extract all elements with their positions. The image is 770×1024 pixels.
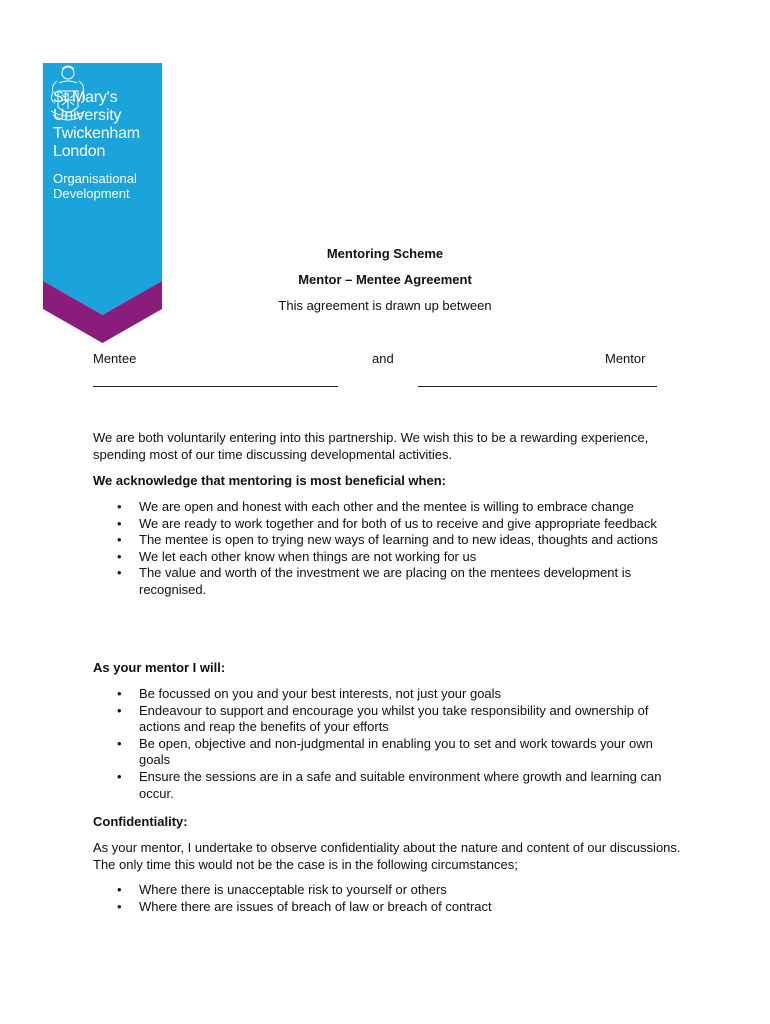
beneficial-list (93, 499, 683, 599)
list-item-text: Where there are issues of breach of law or breach of contract (139, 898, 492, 914)
university-name-line-1: St Mary's (53, 89, 118, 106)
list-item-text: We let each other know when things are not working for us (139, 548, 477, 564)
confidentiality-paragraph: As your mentor, I undertake to observe confidentiality about the nature and content of our discussions. The only time this would not be the case is in the following circumstances; (93, 840, 681, 872)
list-item (93, 882, 683, 899)
confidentiality-heading: Confidentiality: (93, 814, 188, 829)
list-item (93, 549, 683, 566)
list-item-text: Ensure the sessions are in a safe and suitable environment where growth and learning can occur. (139, 768, 662, 801)
bullet: • (117, 515, 122, 531)
mentor-commitments-list (93, 686, 683, 802)
department-name-line-2: Development (53, 186, 130, 201)
list-item-text: Where there is unacceptable risk to yourself or others (139, 882, 447, 897)
and-label: and (372, 351, 394, 366)
beneficial-heading: We acknowledge that mentoring is most beneficial when: (93, 473, 446, 488)
university-name-line-2: University (53, 107, 122, 124)
list-item (93, 532, 683, 549)
list-item-text: We are ready to work together and for both of us to receive and give appropriate feedback (139, 515, 657, 531)
list-item (93, 516, 683, 533)
mentee-label: Mentee (93, 351, 137, 366)
list-item (93, 736, 683, 769)
agreement-intro: This agreement is drawn up between (278, 298, 492, 313)
list-item (93, 703, 683, 736)
bullet: • (117, 882, 122, 897)
university-crest-icon (43, 63, 93, 129)
bullet: • (117, 898, 122, 914)
list-item-text: We are open and honest with each other and the mentee is willing to embrace change (139, 499, 634, 514)
list-item-text: The value and worth of the investment we are placing on the mentees development is recognised. (139, 565, 632, 597)
university-name-line-4: London (53, 143, 106, 160)
bullet: • (117, 532, 122, 548)
list-item (93, 499, 683, 516)
document-subtitle: Mentor – Mentee Agreement (298, 272, 472, 287)
list-item-text: Be open, objective and non-judgmental in enabling you to set and work towards your own goals (139, 735, 653, 768)
list-item-text: Be focussed on you and your best interests, not just your goals (139, 686, 502, 701)
document-title: Mentoring Scheme (326, 246, 444, 261)
bullet: • (117, 702, 122, 718)
university-name-line-3: Twickenham (53, 125, 140, 142)
mentor-label: Mentor (605, 351, 646, 366)
bullet: • (117, 499, 122, 514)
mentee-signature-line (93, 386, 338, 388)
department-name-line-1: Organisational (53, 171, 137, 186)
list-item (93, 686, 683, 703)
mentor-commitments-heading: As your mentor I will: (93, 660, 226, 675)
bullet: • (117, 686, 122, 701)
list-item (93, 565, 683, 598)
list-item-text: Endeavour to support and encourage you whilst you take responsibility and ownership of actions and reap the benefits of your efforts (139, 702, 649, 735)
bullet: • (117, 735, 122, 751)
bullet: • (117, 565, 122, 581)
list-item-text: The mentee is open to trying new ways of learning and to new ideas, thoughts and actions (139, 532, 658, 548)
opening-paragraph: We are both voluntarily entering into this partnership. We wish this to be a rewarding experience, spending most of our time discussing developmental activities. (93, 430, 649, 462)
bullet: • (117, 768, 122, 784)
confidentiality-list (93, 882, 683, 915)
bullet: • (117, 548, 122, 564)
mentor-signature-line (418, 386, 657, 388)
list-item (93, 769, 683, 802)
list-item (93, 899, 683, 916)
